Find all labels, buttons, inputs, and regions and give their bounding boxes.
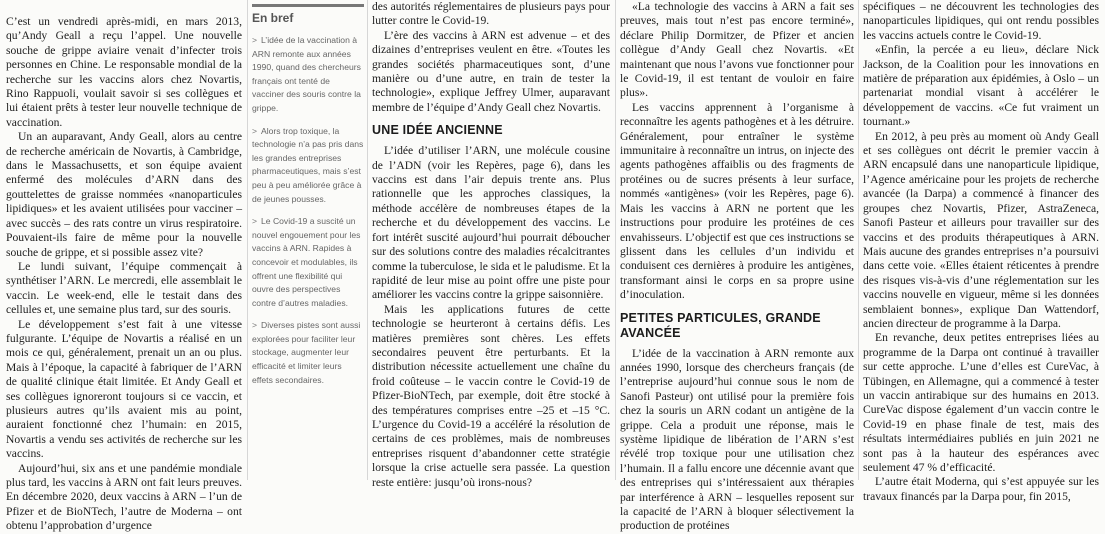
paragraph: C’est un vendredi après-midi, en mars 2013, qu’Andy Geall a reçu l’appel. Une nouvelle souche de grippe aviaire venait d’infecter trois personnes en Chine. Le responsable mondial de la recherche sur les vaccins alors chez Novartis, Rino Rappuoli, voulait savoir si ses collègues et lui étaient prêts à tester leur nouvelle technique de vaccination. xyxy=(6,15,242,129)
paragraph: «La technologie des vaccins à ARN a fait ses preuves, mais tout n’est pas encore terminé», déclare Philip Dormitzer, de Pfizer et ancien collègue d’Andy Geall chez Novartis. «Et maintenant que nous l’avons vue fonctionner pour le Covid-19, il est tentant de vouloir en faire plus». xyxy=(620,0,854,100)
article-column-5 xyxy=(863,0,1099,504)
paragraph: Les vaccins apprennent à l’organisme à reconnaître les agents pathogènes et à les détruire. Généralement, pour entraîner le système immunitaire à reconnaître un intrus, on injecte des agents pathogènes affaiblis ou des fragments de protéines ou de sucres présents à leur surface, nommés «antigènes» (voir les Repères, page 6). Mais les vaccins à ARN ne portent que les instructions pour produire les protéines de ces envahisseurs. L’objectif est que ces instructions se glissent dans les cellules d’un individu et conduisent ces dernières à produire les antigènes, transformant ainsi le corps en sa propre usine d’inoculation. xyxy=(620,100,854,302)
sidebar-title: En bref xyxy=(252,4,364,25)
arrow-icon: > xyxy=(252,125,258,136)
column-rule xyxy=(858,0,859,480)
en-bref-sidebar xyxy=(252,0,364,480)
section-heading: PETITES PARTICULES, GRANDE AVANCÉE xyxy=(620,310,821,340)
arrow-icon: > xyxy=(252,35,258,45)
sidebar-item: > L’idée de la vaccination à ARN remonte aux années 1990, quand des chercheurs français ont tenté de vacciner des souris contre la grippe. xyxy=(252,35,361,113)
article-column-4 xyxy=(620,0,854,534)
article-column-1 xyxy=(6,15,242,534)
paragraph: Le lundi suivant, l’équipe commençait à synthétiser l’ARN. Le mercredi, elle assemblait le vaccin. Le week-end, elle le testait dans des cellules et, une semaine plus tard, sur des souris. xyxy=(6,259,242,317)
column-rule xyxy=(367,0,368,480)
section-heading: UNE IDÉE ANCIENNE xyxy=(372,123,503,138)
article-column-3 xyxy=(372,0,610,490)
arrow-icon: > xyxy=(252,320,258,331)
paragraph: des autorités réglementaires de plusieurs pays pour lutter contre le Covid-19. xyxy=(372,0,610,28)
paragraph: Mais les applications futures de cette technologie se heurteront à certains défis. Les matières premières sont chères. Les effets secondaires peuvent être perturbants. Et la distribution nécessite actuellement une chaîne du froid coûteuse – le vaccin contre le Covid-19 de Pfizer-BioNTech, par exemple, doit être stocké à des températures comprises entre –25 et –15 °C. L’urgence du Covid-19 a accéléré la résolution de certains de ces problèmes, mais de nombreuses entreprises risquent d’abandonner cette stratégie lorsque la crise actuelle sera passée. La question reste entière: jusqu’où irons-nous? xyxy=(372,302,610,489)
paragraph: L’idée d’utiliser l’ARN, une molécule cousine de l’ADN (voir les Repères, page 6), dans les vaccins est dans l’air depuis trente ans. Plus rationnelle que les approches classiques, la méthode accélère de nombreuses étapes de la recherche et du développement des vaccins. Le fort intérêt suscité aujourd’hui pourrait déboucher sur des solutions contre des maladies récalcitrantes comme la tuberculose, le sida et le paludisme. Et la rapidité de leur mise au point offre une piste pour améliorer les vaccins contre la grippe saisonnière. xyxy=(372,144,610,302)
paragraph: Un an auparavant, Andy Geall, alors au centre de recherche américain de Novartis, à Cambridge, dans le Massachusetts, et son équipe avaient enfermé des molécules d’ARN dans des gouttelettes de graisse nommées «nanoparticules lipidiques» et les avaient utilisées pour vacciner – avec succès – des rats contre un virus respiratoire. Pouvaient-ils faire de même pour la nouvelle souche de grippe, et si possible assez vite? xyxy=(6,130,242,259)
column-rule xyxy=(615,0,616,480)
arrow-icon: > xyxy=(252,216,258,227)
sidebar-item: > Alors trop toxique, la technologie n’a pas pris dans les grandes entreprises pharmaceutiques, mais s’est peu à peu améliorée grâce à de jeunes pousses. xyxy=(252,125,364,204)
column-rule xyxy=(247,0,248,480)
paragraph: En revanche, deux petites entreprises liées au programme de la Darpa ont continué à travailler sur cette approche. L’une d’elles est CureVac, à Tübingen, en Allemagne, qui a commencé à tester un vaccin antirabique sur des humains en 2013. CureVac dispose également d’un vaccin contre le Covid-19 en phase finale de test, mais des résultats intermédiaires publiés en juin 2021 ne sont pas à la hauteur des espérances avec seulement 47 % d’efficacité. xyxy=(863,331,1099,474)
paragraph: Aujourd’hui, six ans et une pandémie mondiale plus tard, les vaccins à ARN ont fait leurs preuves. En décembre 2020, deux vaccins à ARN – l’un de Pfizer et de BioNTech, l’autre de Moderna – ont obtenu l’approbation d’urgence xyxy=(6,461,242,533)
paragraph: «Enfin, la percée a eu lieu», déclare Nick Jackson, de la Coalition pour les innovations en matière de préparation aux épidémies, à Oslo – un partenariat mondial visant à accélérer le développement de vaccins. «Ce fut vraiment un tournant.» xyxy=(863,43,1099,129)
paragraph: En 2012, à peu près au moment où Andy Geall et ses collègues ont décrit le premier vaccin à ARN encapsulé dans une nanoparticule lipidique, l’Agence américaine pour les projets de recherche avancée (la Darpa) a commencé à financer des groupes chez Novartis, Pfizer, AstraZeneca, Sanofi Pasteur et ailleurs pour travailler sur des vaccins et des produits thérapeutiques à ARN. Mais aucune des grandes entreprises n’a poursuivi dans cette voie. «Elles étaient réticentes à prendre des risques vis-à-vis d’une réglementation sur les vaccins nouvelle en vigueur, même si les données semblaient bonnes», explique Dan Wattendorf, ancien directeur de programme à la Darpa. xyxy=(863,129,1099,330)
paragraph: L’idée de la vaccination à ARN remonte aux années 1990, lorsque des chercheurs français (de l’entreprise aujourd’hui connue sous le nom de Sanofi Pasteur) ont utilisé pour la première fois chez la souris un ARN codant un antigène de la grippe. Cela a produit une réponse, mais le système lipidique de libération de l’ARN s’est révélé trop toxique pour une utilisation chez l’humain. Il a fallu encore une décennie avant que des entreprises qui s’intéressaient aux thérapies par interférence à ARN – lesquelles reposent sur la capacité de l’ARN à bloquer sélectivement la production de protéines xyxy=(620,346,854,533)
sidebar-item: > Diverses pistes sont aussi explorées pour faciliter leur stockage, augmenter leur efficacité et limiter leurs effets secondaires. xyxy=(252,320,361,385)
paragraph: L’autre était Moderna, qui s’est appuyée sur les travaux financés par la Darpa pour, fin 2015, xyxy=(863,475,1099,503)
sidebar-item: > Le Covid-19 a suscité un nouvel engouement pour les vaccins à ARN. Rapides à concevoir et modulables, ils offrent une flexibilité qui ouvre des perspectives contre d’autres maladies. xyxy=(252,216,361,308)
paragraph: Le développement s’est fait à une vitesse fulgurante. L’équipe de Novartis a réalisé en un mois ce qui, généralement, prenait un an ou plus. Mais à l’époque, la capacité à fabriquer de l’ARN de qualité clinique était limitée. Et Andy Geall et ses collègues ignoreront toujours si ce vaccin, et plusieurs autres qu’ils avaient mis au point, auraient fonctionné chez l’humain: en 2015, Novartis a vendu ses activités de recherche sur les vaccins. xyxy=(6,317,242,461)
paragraph: spécifiques – ne découvrent les technologies des nanoparticules lipidiques, qui ont rendu possibles les vaccins actuels contre le Covid-19. xyxy=(863,0,1099,42)
paragraph: L’ère des vaccins à ARN est advenue – et des dizaines d’entreprises veulent en être. «Toutes les grandes sociétés pharmaceutiques sont, d’une manière ou d’une autre, en train de tester la technologie», explique Jeffrey Ulmer, auparavant membre de l’équipe d’Andy Geall chez Novartis. xyxy=(372,28,610,114)
